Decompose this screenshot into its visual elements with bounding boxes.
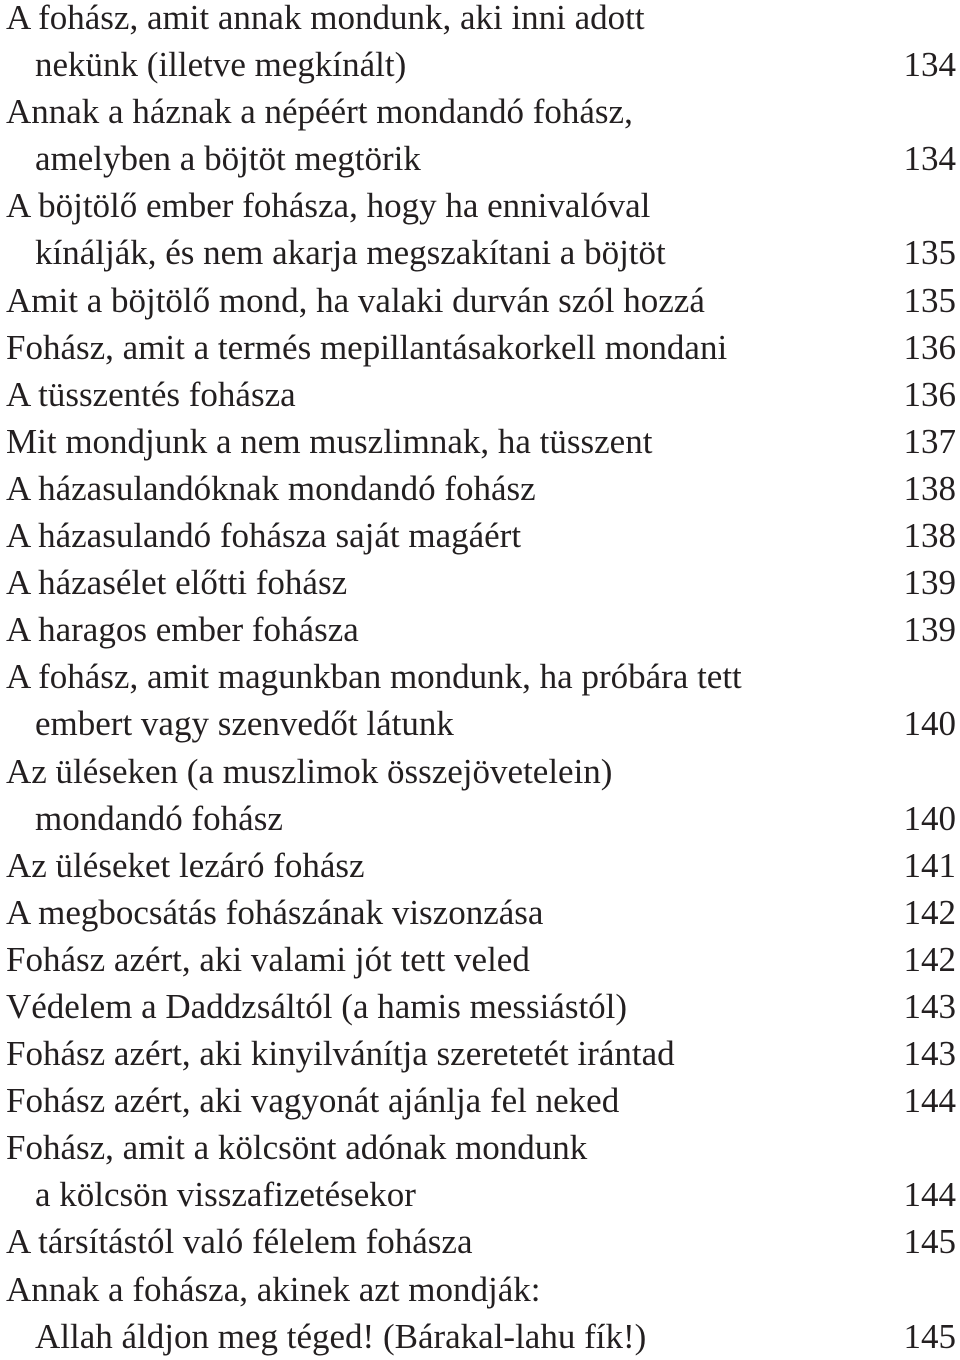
toc-entry-title: A fohász, amit annak mondunk, aki inni adott xyxy=(6,0,645,37)
toc-entry-title: A megbocsátás fohászának viszonzása xyxy=(6,892,544,932)
toc-page-number: 135 xyxy=(903,280,956,320)
toc-entry-title: nekünk (illetve megkínált) xyxy=(35,45,407,85)
toc-entry-continuation xyxy=(0,1171,960,1218)
toc-page-number: 139 xyxy=(903,563,956,603)
toc-entry xyxy=(0,842,960,889)
toc-page-number: 142 xyxy=(903,939,956,979)
toc-entry-title: Fohász azért, aki vagyonát ajánlja fel neked xyxy=(6,1081,620,1121)
toc-entry xyxy=(0,559,960,606)
toc-entry-title: A fohász, amit magunkban mondunk, ha próbára tett xyxy=(6,657,742,697)
toc-page-number: 140 xyxy=(903,798,956,838)
toc-entry xyxy=(0,936,960,983)
toc-page-number: 143 xyxy=(903,986,956,1026)
toc-page-number: 142 xyxy=(903,892,956,932)
toc-entry xyxy=(0,1077,960,1124)
toc-entry-title: kínálják, és nem akarja megszakítani a böjtöt xyxy=(35,233,666,273)
toc-entry-title: amelyben a böjtöt megtörik xyxy=(35,139,421,179)
toc-page-number: 138 xyxy=(903,516,956,556)
toc-page-number: 134 xyxy=(903,45,956,85)
toc-entry xyxy=(0,653,960,700)
toc-entry xyxy=(0,748,960,795)
toc-page-number: 137 xyxy=(903,421,956,461)
toc-entry-continuation xyxy=(0,1313,960,1360)
toc-page-number: 134 xyxy=(903,139,956,179)
toc-entry-title: Az üléseken (a muszlimok összejövetelein) xyxy=(6,751,613,791)
toc-entry-continuation xyxy=(0,135,960,182)
toc-page-number: 144 xyxy=(903,1081,956,1121)
toc-entry-title: a kölcsön visszafizetésekor xyxy=(35,1175,416,1215)
toc-entry-title: Fohász azért, aki valami jót tett veled xyxy=(6,939,530,979)
toc-entry-continuation xyxy=(0,41,960,88)
toc-entry xyxy=(0,1266,960,1313)
toc-entry-continuation xyxy=(0,700,960,747)
toc-entry xyxy=(0,1218,960,1265)
toc-entry-title: A haragos ember fohásza xyxy=(6,610,359,650)
toc-entry-title: Az üléseket lezáró fohász xyxy=(6,845,365,885)
toc-entry xyxy=(0,418,960,465)
toc-entry-title: Amit a böjtölő mond, ha valaki durván szól hozzá xyxy=(6,280,705,320)
toc-entry xyxy=(0,983,960,1030)
toc-entry xyxy=(0,371,960,418)
toc-page-number: 140 xyxy=(903,704,956,744)
toc-entry-title: embert vagy szenvedőt látunk xyxy=(35,704,454,744)
toc-entry-title: A tüsszentés fohásza xyxy=(6,374,296,414)
toc-entry-title: Fohász, amit a kölcsönt adónak mondunk xyxy=(6,1128,588,1168)
toc-entry xyxy=(0,889,960,936)
toc-entry-title: mondandó fohász xyxy=(35,798,283,838)
toc-page-number: 138 xyxy=(903,468,956,508)
toc-page-number: 135 xyxy=(903,233,956,273)
toc-entry xyxy=(0,88,960,135)
toc-entry-title: Mit mondjunk a nem muszlimnak, ha tüsszent xyxy=(6,421,653,461)
toc-entry-title: Fohász, amit a termés mepillantásakorkell mondani xyxy=(6,327,728,367)
toc-entry xyxy=(0,465,960,512)
toc-entry-title: Annak a fohásza, akinek azt mondják: xyxy=(6,1269,541,1309)
toc-entry-title: A házasélet előtti fohász xyxy=(6,563,348,603)
toc-entry-title: Védelem a Daddzsáltól (a hamis messiástól) xyxy=(6,986,628,1026)
toc-page-number: 136 xyxy=(903,327,956,367)
toc-page-number: 145 xyxy=(903,1316,956,1356)
toc-entry xyxy=(0,1124,960,1171)
toc-entry-continuation xyxy=(0,795,960,842)
toc-entry-title: A böjtölő ember fohásza, hogy ha ennivalóval xyxy=(6,186,651,226)
toc-entry xyxy=(0,182,960,229)
toc-page-number: 143 xyxy=(903,1034,956,1074)
toc-entry-title: Allah áldjon meg téged! (Bárakal-lahu fík!) xyxy=(35,1316,647,1356)
toc-entry xyxy=(0,1030,960,1077)
toc-entry-continuation xyxy=(0,229,960,276)
toc-page-number: 145 xyxy=(903,1222,956,1262)
toc-page-number: 139 xyxy=(903,610,956,650)
toc-entry-title: A társítástól való félelem fohásza xyxy=(6,1222,473,1262)
toc-entry xyxy=(0,0,960,41)
toc-entry-title: A házasulandó fohásza saját magáért xyxy=(6,516,522,556)
toc-entry xyxy=(0,277,960,324)
toc-entry xyxy=(0,512,960,559)
toc-entry-title: A házasulandóknak mondandó fohász xyxy=(6,468,536,508)
toc-entry-title: Fohász azért, aki kinyilvánítja szeretetét irántad xyxy=(6,1034,675,1074)
toc-page-number: 141 xyxy=(903,845,956,885)
toc-entry xyxy=(0,606,960,653)
toc-page-number: 136 xyxy=(903,374,956,414)
toc-page-number: 144 xyxy=(903,1175,956,1215)
toc-entry-title: Annak a háznak a népéért mondandó fohász, xyxy=(6,92,633,132)
toc-entry xyxy=(0,324,960,371)
